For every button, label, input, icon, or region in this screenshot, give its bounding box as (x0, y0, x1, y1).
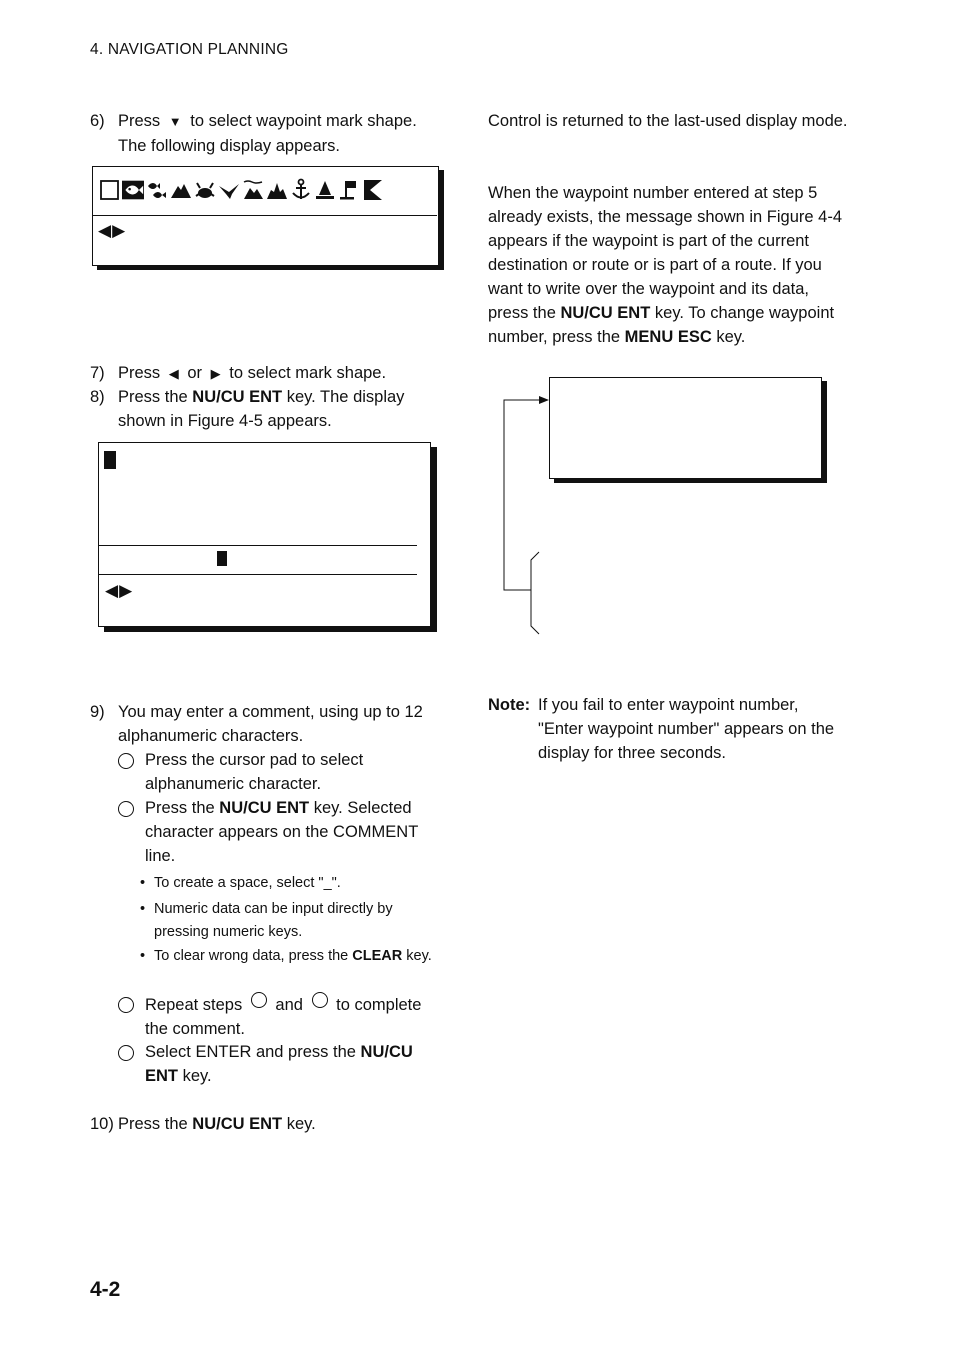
comment-entry-display (98, 442, 431, 627)
bullet-icon: • (140, 901, 146, 917)
display-divider (93, 215, 437, 216)
step-text: Press ◀ or ▶ to select mark shape. (118, 364, 387, 382)
square-mark-icon (98, 178, 120, 202)
paragraph-control-returned: Control is returned to the last-used display mode. (488, 112, 848, 130)
running-header: 4. NAVIGATION PLANNING (90, 41, 289, 58)
key-name: NU/CU ENT (192, 388, 283, 406)
fish-mark-icon (122, 178, 144, 202)
bullet-icon: • (140, 948, 146, 964)
comment-cursor (217, 551, 227, 566)
bird-mark-icon (218, 178, 240, 202)
step-number: 10) (90, 1115, 114, 1133)
circle-ref-icon (312, 992, 328, 1008)
fish-school-mark-icon (146, 178, 168, 202)
key-name: NU/CU ENT (145, 1043, 413, 1085)
page-number: 4-2 (90, 1278, 121, 1301)
circle-ref-icon (251, 992, 267, 1008)
circle-bullet-icon (118, 1045, 134, 1061)
step-number: 7) (90, 364, 105, 382)
note-label: Note: (488, 696, 531, 714)
key-name: NU/CU ENT (192, 1115, 283, 1133)
cursor-block (104, 451, 116, 469)
display-divider (99, 574, 417, 575)
down-arrow-icon: ▼ (168, 114, 182, 129)
key-name: NU/CU ENT (560, 304, 651, 322)
message-display (549, 377, 822, 479)
wreck-mark-icon (242, 178, 264, 202)
pennant-mark-icon (362, 178, 384, 202)
circle-bullet-icon (118, 997, 134, 1013)
circle-bullet-icon (118, 753, 134, 769)
left-arrow-icon: ◀ (168, 366, 179, 381)
step-number: 9) (90, 703, 105, 721)
key-name: CLEAR (352, 948, 403, 964)
step-text: Press ▼ to select waypoint mark shape. The following display appears. (118, 112, 417, 155)
step-text: Press the NU/CU ENT key. (118, 1115, 316, 1133)
left-right-arrows-icon: ◀▶ (98, 221, 127, 240)
step-number: 8) (90, 388, 105, 406)
note-text: If you fail to enter waypoint number, "Enter waypoint number" appears on the display for three seconds. (538, 696, 835, 762)
step-text: Press the NU/CU ENT key. The display shown in Figure 4-5 appears. (118, 388, 405, 430)
display-divider (99, 545, 417, 546)
left-right-arrows-icon: ◀▶ (105, 581, 134, 600)
bullet-icon: • (140, 875, 146, 891)
anchor-mark-icon (290, 178, 312, 202)
connector-diagram (495, 390, 555, 640)
flag-mark-icon (338, 178, 360, 202)
circle-bullet-icon (118, 801, 134, 817)
mark-shape-row (98, 178, 384, 202)
island-mark-icon (266, 178, 288, 202)
right-arrow-icon: ▶ (210, 366, 221, 381)
reef-mark-icon (170, 178, 192, 202)
step-number: 6) (90, 112, 105, 130)
key-name: NU/CU ENT (219, 799, 310, 817)
key-name: MENU ESC (624, 328, 712, 346)
buoy-mark-icon (314, 178, 336, 202)
paragraph-existing-waypoint: When the waypoint number entered at step 5 already exists, the message shown in Figure 4-4 appears if the waypoint is part of the current destination or route or is part of a route. If you want to write over the waypoint and its data, press the NU/CU ENT key. To change waypoint number, press the MENU ESC key. (488, 184, 843, 346)
step-text: You may enter a comment, using up to 12 alphanumeric characters. (118, 703, 423, 745)
crab-mark-icon (194, 178, 216, 202)
